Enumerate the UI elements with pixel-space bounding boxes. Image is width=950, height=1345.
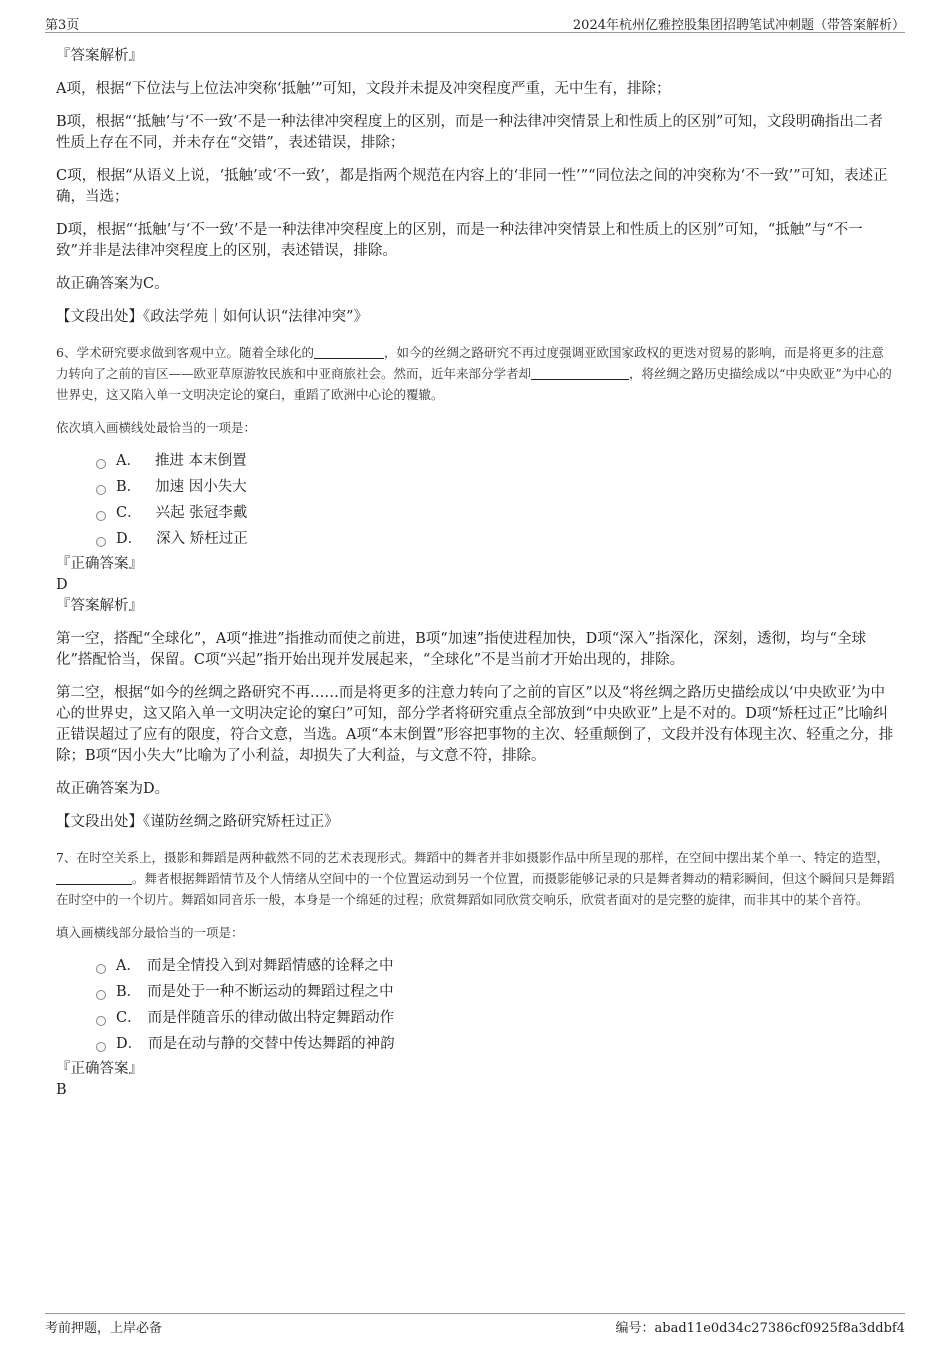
options-list: [56, 953, 896, 1057]
answer-value: B: [56, 1082, 67, 1098]
answer-label: 『正确答案』: [56, 1061, 143, 1077]
answer-blank: [531, 365, 629, 380]
answer-blank: [314, 344, 384, 359]
radio-icon[interactable]: [96, 964, 106, 974]
document-serial: 编号：abad11e0d34c27386cf0925f8a3ddbf4: [615, 1321, 905, 1336]
page-number: 第3页: [45, 18, 80, 33]
analysis-option-a: A项，根据“下位法与上位法冲突称‘抵触’”可知，文段并未提及冲突程度严重，无中生有，排除；: [56, 81, 671, 97]
analysis-option-c: C项，根据“从语义上说，‘抵触’或‘不一致’，都是指两个规范在内容上的‘非同一性’”“同位法之间的冲突称为‘不一致’”可知，表述正确，当选；: [56, 168, 888, 205]
option-d[interactable]: D． 深入 矫枉过正: [96, 526, 896, 552]
analysis-paragraph: 第一空，搭配“全球化”，A项“推进”指推动而使之前进，B项“加速”指使进程加快，D项“深入”指深化，深刻，透彻，均与“全球化”搭配恰当，保留。C项“兴起”指开始出现并发展起来，“全球化”不是当前才开始出现的，排除。: [56, 631, 866, 668]
analysis-paragraph: 第二空，根据“如今的丝绸之路研究不再……而是将更多的注意力转向了之前的盲区”以及“将丝绸之路历史描绘成以‘中央欧亚’为中心的世界史，这又陷入单一文明决定论的窠臼”可知，部分学者将研究重点全部放到“中央欧亚”上是不对的。D项“矫枉过正”比喻纠正错误超过了应有的限度，符合文意，当选。A项“本末倒置”形容把事物的主次、轻重颠倒了，文段并没有体现主次、轻重之分，排除；B项“因小失大”比喻为了小利益，却损失了大利益，与文意不符，排除。: [56, 685, 894, 764]
options-list: [56, 448, 896, 552]
radio-icon[interactable]: [96, 990, 106, 1000]
document-title: 2024年杭州亿雅控股集团招聘笔试冲刺题（带答案解析）: [572, 18, 905, 33]
option-a[interactable]: A． 推进 本末倒置: [96, 448, 896, 474]
question-prompt: 填入画横线部分最恰当的一项是：: [56, 925, 244, 940]
question-prompt: 依次填入画横线处最恰当的一项是：: [56, 420, 257, 435]
radio-icon[interactable]: [96, 511, 106, 521]
radio-icon[interactable]: [96, 1016, 106, 1026]
conclusion: 故正确答案为D。: [56, 781, 170, 797]
question-stem: 6、学术研究要求做到客观中立。随着全球化的 ，如今的丝绸之路研究不再过度强调亚欧国家政权的更迭对贸易的影响，而是将更多的注意力转向了之前的盲区——欧亚草原游牧民族和中亚商旅社会。然而，近年来部分学者却 ，将丝绸之路历史描绘成以“中央欧亚”为中心的世界史，这又陷入单一文明决定论的窠臼，重蹈了欧洲中心论的覆辙。: [56, 345, 892, 402]
footer-slogan: 考前押题，上岸必备: [45, 1321, 163, 1336]
analysis-option-b: B项，根据“‘抵触’与‘不一致’不是一种法律冲突程度上的区别，而是一种法律冲突情景上和性质上的区别”可知，文段明确指出二者性质上存在不同，并未存在“交错”，表述错误，排除；: [56, 114, 883, 151]
radio-icon[interactable]: [96, 537, 106, 547]
radio-icon[interactable]: [96, 485, 106, 495]
conclusion: 故正确答案为C。: [56, 276, 169, 292]
answer-blank: [56, 870, 132, 885]
analysis-label: 『答案解析』: [56, 598, 143, 614]
option-d[interactable]: D． 而是在动与静的交替中传达舞蹈的神韵: [96, 1031, 896, 1057]
answer-value: D: [56, 577, 68, 593]
option-b[interactable]: B． 而是处于一种不断运动的舞蹈过程之中: [96, 979, 896, 1005]
option-a[interactable]: A． 而是全情投入到对舞蹈情感的诠释之中: [96, 953, 896, 979]
option-b[interactable]: B． 加速 因小失大: [96, 474, 896, 500]
answer-label: 『正确答案』: [56, 556, 143, 572]
page-footer: [45, 1313, 905, 1334]
source: 【文段出处】《谨防丝绸之路研究矫枉过正》: [56, 814, 339, 830]
radio-icon[interactable]: [96, 1042, 106, 1052]
radio-icon[interactable]: [96, 459, 106, 469]
question-stem: 7、在时空关系上，摄影和舞蹈是两种截然不同的艺术表现形式。舞蹈中的舞者并非如摄影作品中所呈现的那样，在空间中摆出某个单一、特定的造型，。舞者根据舞蹈情节及个人情绪从空间中的一个位置运动到另一个位置，而摄影能够记录的只是舞者舞动的精彩瞬间，但这个瞬间只是舞蹈在时空中的一个切片。舞蹈如同音乐一般，本身是一个绵延的过程；欣赏舞蹈如同欣赏交响乐，欣赏者面对的是完整的旋律，而非其中的某个音符。: [56, 850, 895, 907]
source: 【文段出处】《政法学苑｜如何认识“法律冲突”》: [56, 309, 369, 325]
analysis-option-d: D项，根据“‘抵触’与‘不一致’不是一种法律冲突程度上的区别，而是一种法律冲突情景上和性质上的区别”可知，“抵触”与“不一致”并非是法律冲突程度上的区别，表述错误，排除。: [56, 222, 863, 259]
page-header: [45, 14, 905, 33]
document-body: [56, 46, 896, 1101]
option-c[interactable]: C． 而是伴随音乐的律动做出特定舞蹈动作: [96, 1005, 896, 1031]
option-c[interactable]: C． 兴起 张冠李戴: [96, 500, 896, 526]
analysis-label: 『答案解析』: [56, 48, 143, 64]
